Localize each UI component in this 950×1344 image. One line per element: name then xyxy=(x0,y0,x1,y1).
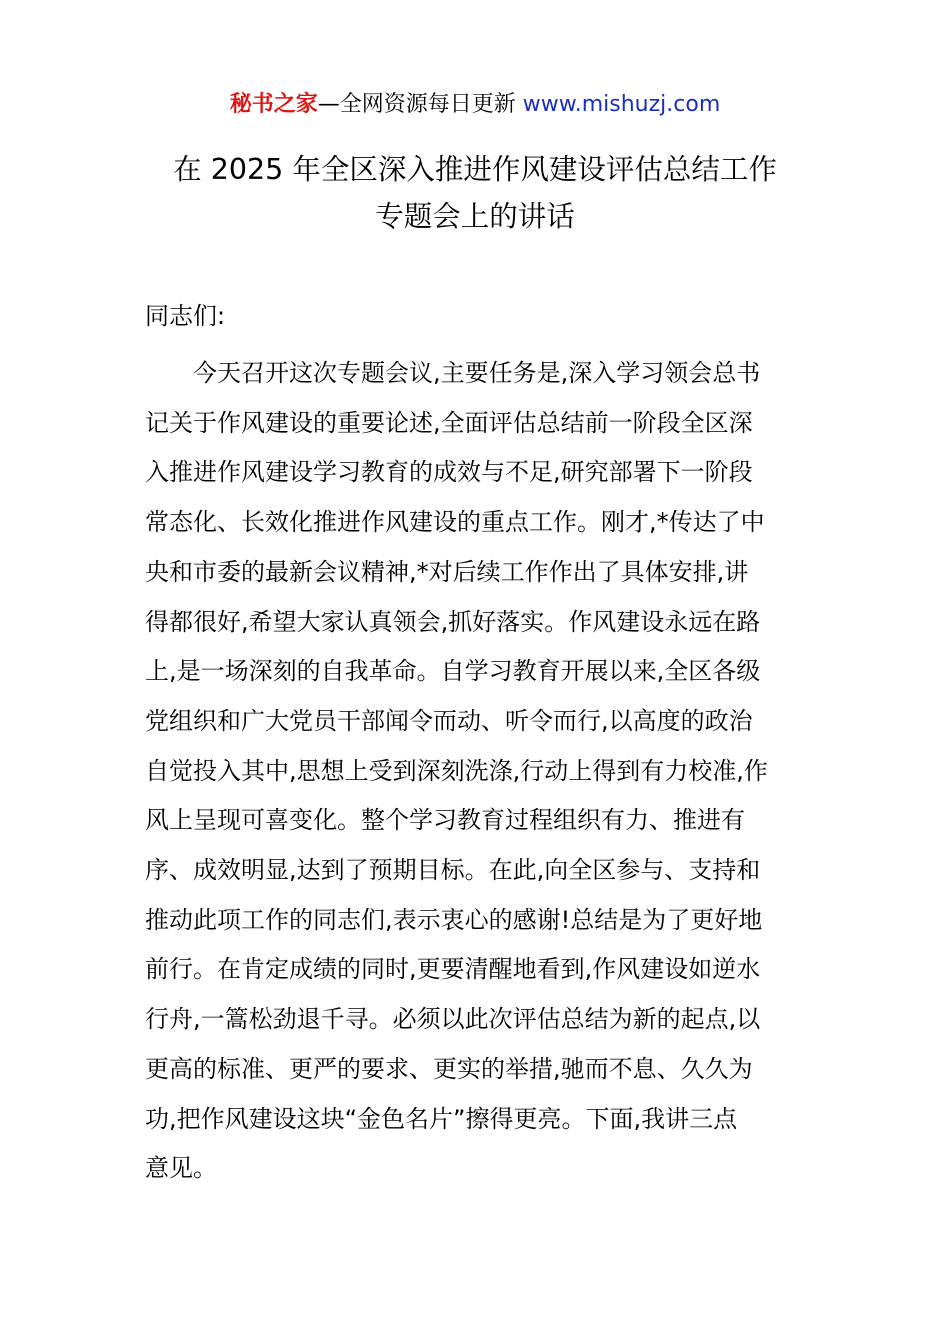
site-url-link[interactable]: www.mishuzj.com xyxy=(522,92,721,117)
paragraph-line: 意见。 xyxy=(145,1154,217,1183)
paragraph-line: 风上呈现可喜变化。整个学习教育过程组织有力、推进有 xyxy=(145,806,745,835)
document-title xyxy=(100,146,850,240)
site-header xyxy=(0,88,950,122)
site-tagline: —全网资源每日更新 xyxy=(317,92,516,117)
brand-name: 秘书之家 xyxy=(229,92,318,117)
paragraph-line: 更高的标准、更严的要求、更实的举措,驰而不息、久久为 xyxy=(145,1054,753,1083)
paragraph-line: 行舟,一篙松劲退千寻。必须以此次评估总结为新的起点,以 xyxy=(145,1005,761,1034)
title-line-2: 专题会上的讲话 xyxy=(375,200,575,233)
paragraph-line: 记关于作风建设的重要论述,全面评估总结前一阶段全区深 xyxy=(145,408,753,437)
paragraph-line: 入推进作风建设学习教育的成效与不足,研究部署下一阶段 xyxy=(145,458,753,487)
paragraph-line: 常态化、长效化推进作风建设的重点工作。刚才,*传达了中 xyxy=(145,508,765,537)
paragraph-line: 央和市委的最新会议精神,*对后续工作作出了具体安排,讲 xyxy=(145,557,749,586)
salutation: 同志们: xyxy=(145,302,226,330)
paragraph-line: 今天召开这次专题会议,主要任务是,深入学习领会总书 xyxy=(193,359,761,387)
paragraph-line: 前行。在肯定成绩的同时,更要清醒地看到,作风建设如逆水 xyxy=(145,955,761,984)
title-line-1: 在 2025 年全区深入推进作风建设评估总结工作 xyxy=(173,153,777,186)
paragraph-line: 序、成效明显,达到了预期目标。在此,向全区参与、支持和 xyxy=(145,856,761,885)
paragraph-line: 功,把作风建设这块“金色名片”擦得更亮。下面,我讲三点 xyxy=(145,1104,738,1133)
paragraph-line: 推动此项工作的同志们,表示衷心的感谢!总结是为了更好地 xyxy=(145,905,763,934)
paragraph-line: 上,是一场深刻的自我革命。自学习教育开展以来,全区各级 xyxy=(145,657,761,686)
paragraph-line: 得都很好,希望大家认真领会,抓好落实。作风建设永远在路 xyxy=(145,607,761,636)
paragraph-line: 自觉投入其中,思想上受到深刻洗涤,行动上得到有力校准,作 xyxy=(145,756,768,785)
paragraph-line: 党组织和广大党员干部闻令而动、听令而行,以高度的政治 xyxy=(145,706,753,735)
body-paragraph xyxy=(145,349,805,1194)
